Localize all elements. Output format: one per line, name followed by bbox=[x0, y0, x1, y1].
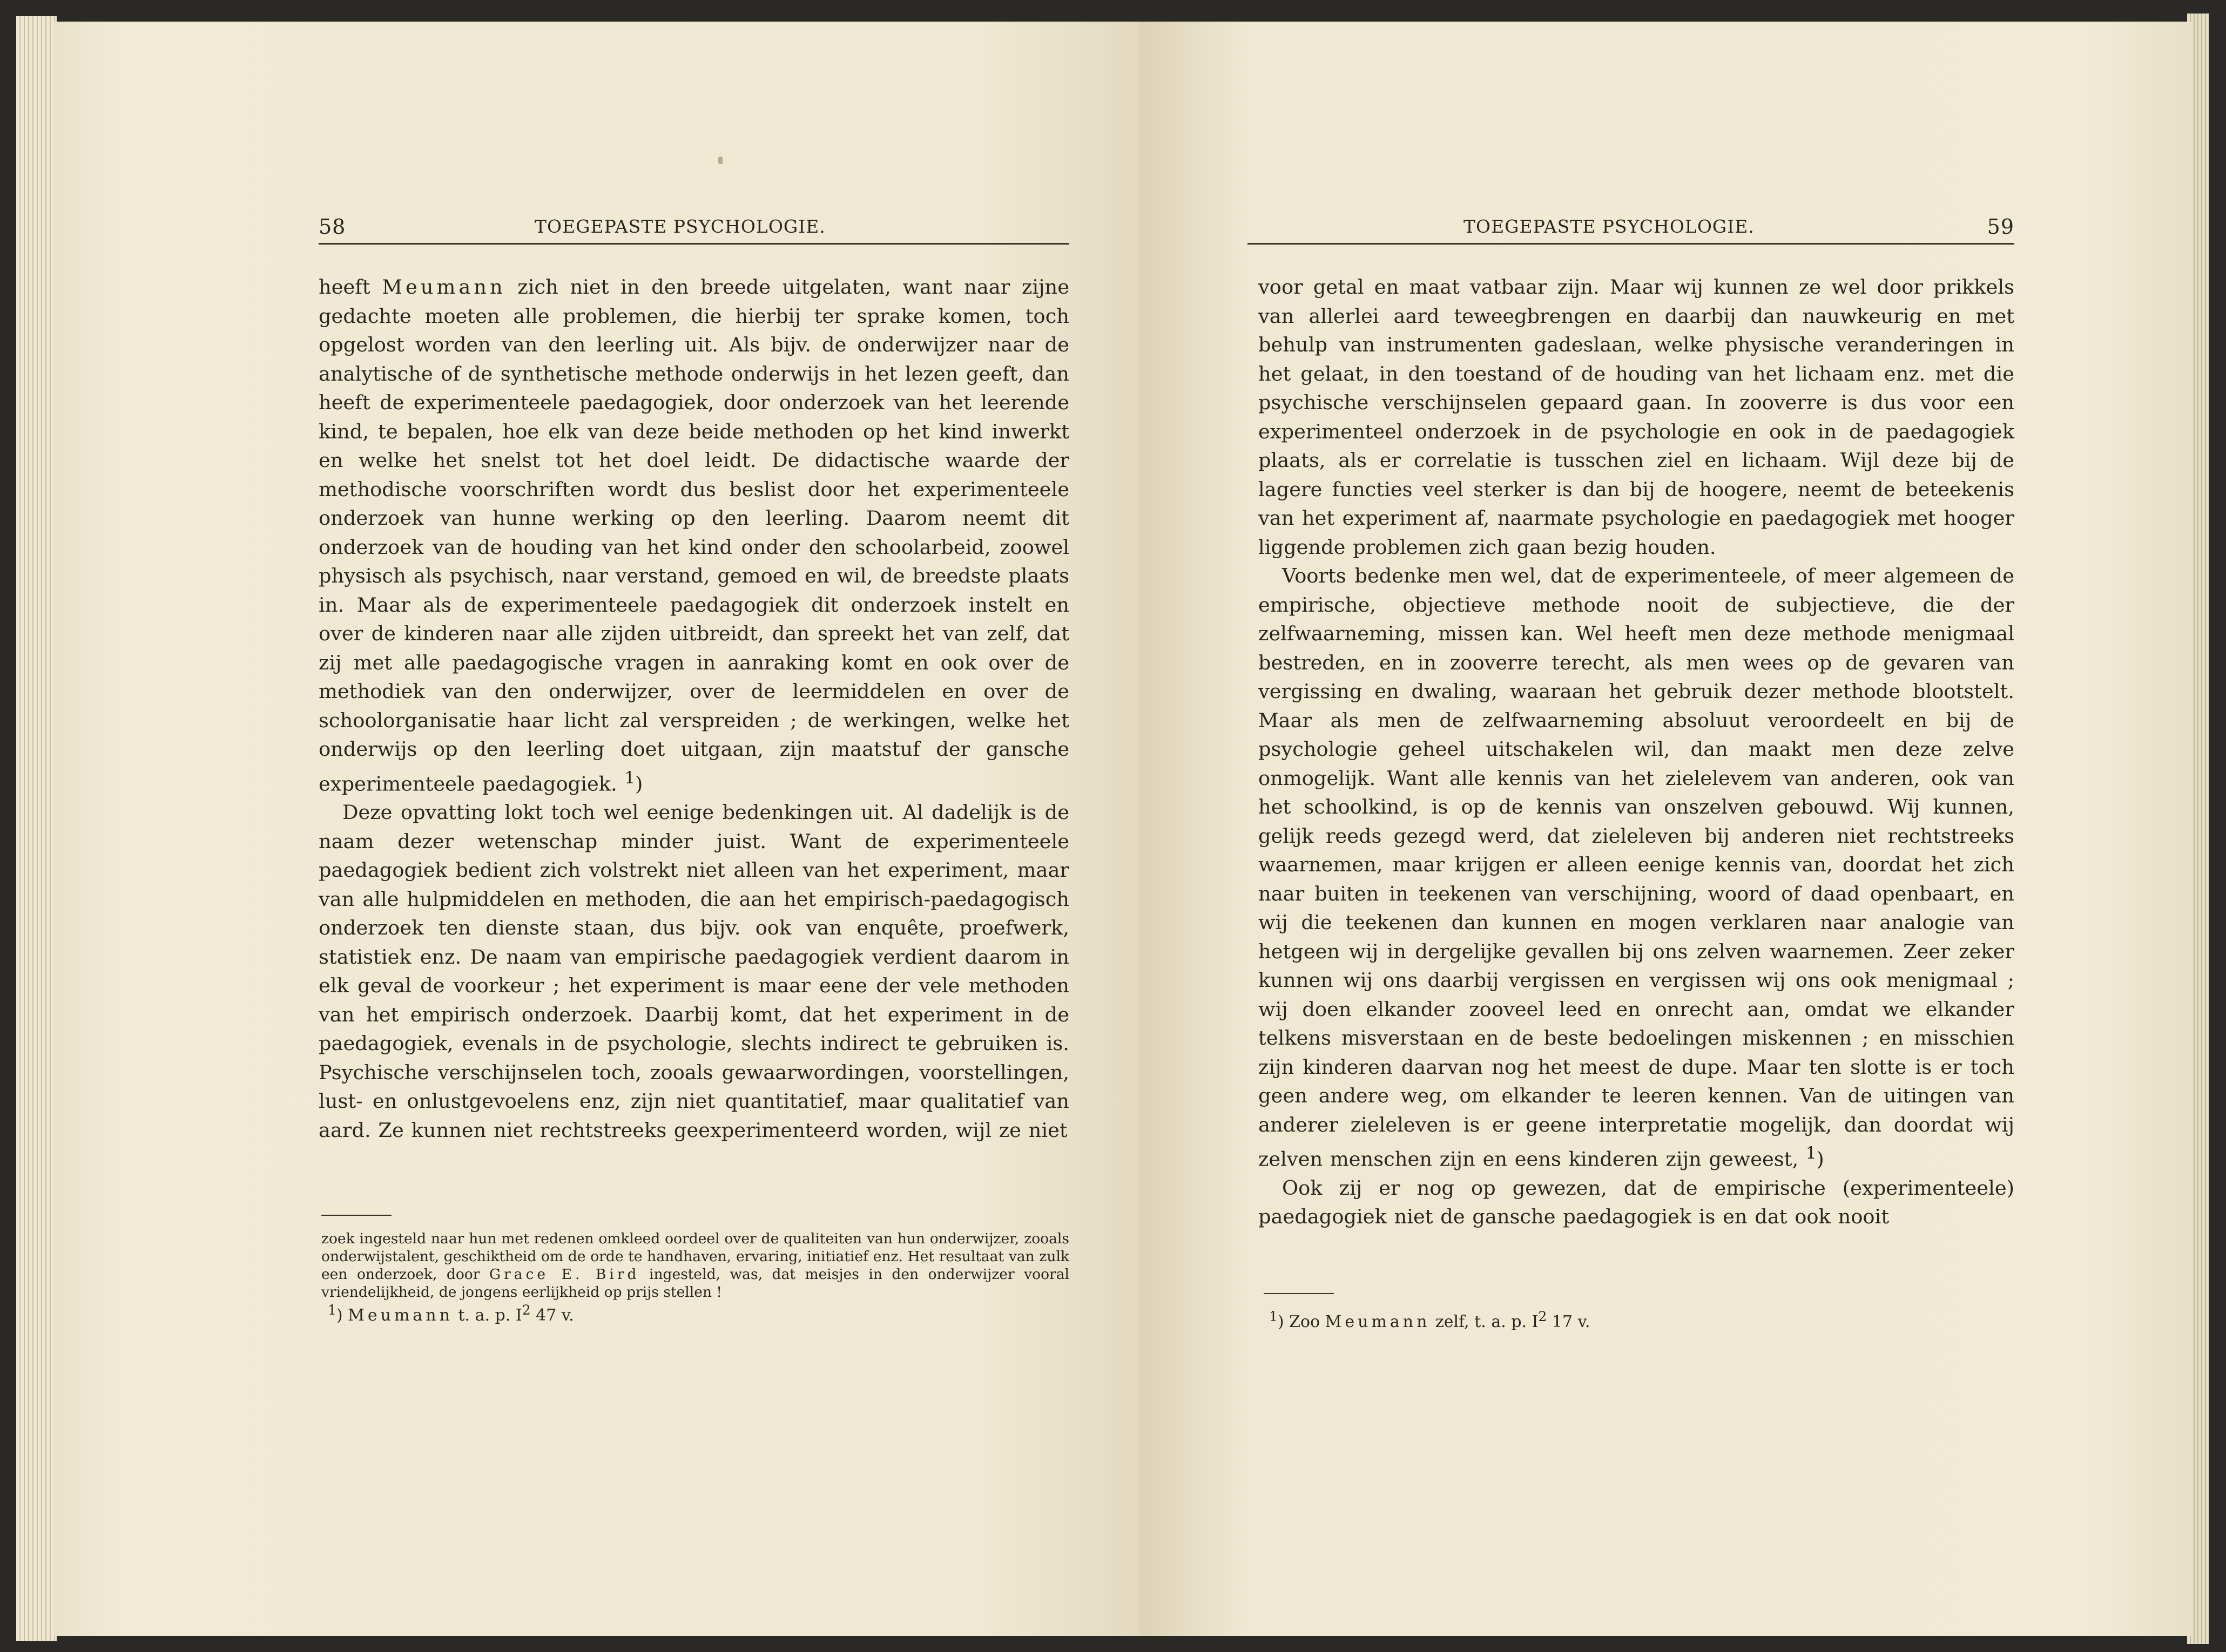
footnote-marker: 1 bbox=[624, 768, 635, 788]
text-run: heeft bbox=[319, 275, 382, 299]
text-run: ) bbox=[1816, 1147, 1824, 1171]
paragraph: Deze opvatting lokt toch wel eenige bedenkingen uit. Al dadelijk is de naam dezer wetenschap minder juist. Want de experimenteele paedagogiek bedient zich volstrekt niet alleen van het experiment, maar van alle hulpmiddelen en methoden, die aan het empirisch-paedagogisch onderzoek ten dienste staan, dus bijv. ook van enquête, proefwerk, statistiek enz. De naam van empirische paedagogiek verdient daarom in elk geval de voorkeur ; het experiment is maar eene der vele methoden van het empirisch onderzoek. Daarbij komt, dat het experiment in de paedagogiek, evenals in de psychologie, slechts indirect te gebruiken is. Psychische verschijnselen toch, zooals gewaarwordingen, voorstellingen, lust- en onlustgevoelens enz, zijn niet quantitatief, maar qualitatief van aard. Ze kunnen niet rechtstreeks geexperimenteerd worden, wijl ze niet bbox=[319, 801, 1069, 1142]
footnotes-left bbox=[321, 1230, 1069, 1324]
page-number-left: 58 bbox=[319, 215, 346, 239]
footnote-1: $^1$) Zoo Meumann zelf, t. a. p. $I^2$ 17 v. bbox=[1269, 1309, 1590, 1331]
text-run: t. a. p. I bbox=[453, 1306, 522, 1325]
paragraph: Ook zij er nog op gewezen, dat de empirische (experimenteele) paedagogiek niet de gansche paedagogiek is en dat ook nooit bbox=[1258, 1176, 2014, 1229]
page-number-right: 59 bbox=[1987, 215, 2014, 239]
right-page bbox=[1139, 22, 2193, 1636]
running-head-left bbox=[319, 211, 1069, 245]
text-run: zoek ingesteld naar hun met redenen omkleed oordeel over de qualiteiten van hun onderwijzer, zooals onderwijstalent, geschiktheid om de orde te handhaven, ervaring, initiatief enz. Het resultaat van zulk een onderzoek, door bbox=[321, 1230, 1069, 1283]
paragraph bbox=[1258, 561, 2014, 1174]
paragraph bbox=[319, 273, 1069, 798]
running-head-title-right: TOEGEPASTE PSYCHOLOGIE. bbox=[1463, 216, 1755, 237]
superscript: 2 bbox=[1538, 1309, 1547, 1324]
author-name: Meumann bbox=[1325, 1312, 1431, 1331]
running-head-title-left: TOEGEPASTE PSYCHOLOGIE. bbox=[535, 216, 826, 237]
paragraph: voor getal en maat vatbaar zijn. Maar wij kunnen ze wel door prikkels van allerlei aard teweegbrengen en daarbij dan nauwkeurig en met behulp van instrumenten gadeslaan, welke physische veranderingen in het gelaat, in den toestand of de houding van het lichaam enz. met die psychische verschijnselen gepaard gaan. In zooverre is dus voor een experimenteel onderzoek in de psychologie en ook in de paedagogiek plaats, als er correlatie is tusschen ziel en lichaam. Wijl deze bij de lagere functies veel sterker is dan bij de hoogere, neemt de beteekenis van het experiment af, naarmate psychologie en paedagogiek met hooger liggende problemen zich gaan bezig houden. bbox=[1258, 275, 2014, 559]
footnote-1: $^1$) Meumann t. a. p. $I^2$ 47 v. bbox=[328, 1302, 574, 1325]
footnote-rule-right bbox=[1264, 1293, 1334, 1294]
left-page bbox=[54, 22, 1150, 1636]
footnote-marker: 1 bbox=[1269, 1309, 1278, 1324]
author-name: Meumann bbox=[348, 1306, 453, 1325]
author-name: Grace E. Bird bbox=[489, 1266, 640, 1283]
author-name: Meumann bbox=[382, 275, 506, 299]
paper-speck bbox=[718, 157, 723, 164]
footnotes-right bbox=[1269, 1308, 2014, 1331]
text-run: zelf, t. a. p. I bbox=[1430, 1312, 1539, 1331]
footnote-marker: 1 bbox=[328, 1302, 336, 1318]
text-run: Voorts bedenke men wel, dat de experimenteele, of meer algemeen de empirische, objectieve methode nooit de subjectieve, die der zelfwaarneming, missen kan. Wel heeft men deze methode menigmaal bestreden, en in zooverre terecht, als men wees op de gevaren van vergissing en dwaling, waaraan het gebruik dezer methode blootstelt. Maar als men de zelfwaarneming absoluut veroordeelt en bij de psychologie geheel uitschakelen wil, dan maakt men deze zelve onmogelijk. Want alle kennis van het zielelevem van anderen, ook van het schoolkind, is op de kennis van onszelven gebouwd. Wij kunnen, gelijk reeds gezegd werd, dat zieleleven bij anderen niet rechtstreeks waarnemen, maar krijgen er alleen eenige kennis van, doordat het zich naar buiten in teekenen van verschijning, woord of daad openbaart, en wij die teekenen dan kunnen en mogen verklaren naar analogie van hetgeen wij in dergelijke gevallen bij ons zelven waarnemen. Zeer zeker kunnen wij ons daarbij vergissen en vergissen wij ons ook menigmaal ; wij doen elkander zooveel leed en onrecht aan, omdat we elkander telkens misverstaan en de beste bedoelingen miskennen ; en misschien zijn kinderen daarvan nog het meest de dupe. Maar ten slotte is er toch geen andere weg, om elkander te leeren kennen. Van de uitingen van anderer zieleleven is er geene interpretatie mogelijk, dan doordat wij zelven menschen zijn en eens kinderen zijn geweest, bbox=[1258, 564, 2014, 1171]
text-run: Zoo bbox=[1289, 1312, 1325, 1331]
text-run: 47 v. bbox=[530, 1306, 574, 1325]
body-text-right bbox=[1258, 273, 2014, 1231]
running-head-right bbox=[1247, 211, 2014, 245]
text-run: zich niet in den breede uitgelaten, want naar zijne gedachte moeten alle problemen, die hierbij ter sprake komen, toch opgelost worden van den leerling uit. Als bijv. de onderwijzer naar de analytische of de synthetische methode onderwijs in het lezen geeft, dan heeft de experimenteele paedagogiek, door onderzoek van het leerende kind, te bepalen, hoe elk van deze beide methoden op het kind inwerkt en welke het snelst tot het doel leidt. De didactische waarde der methodische voorschriften wordt dus beslist door het experimenteele onderzoek van hunne werking op den leerling. Daarom neemt dit onderzoek van de houding van het kind onder den schoolarbeid, zoowel physisch als psychisch, naar verstand, gemoed en wil, de breedste plaats in. Maar als de experimenteele paedagogiek dit onderzoek instelt en over de kinderen naar alle zijden uitbreidt, dan spreekt het van zelf, dat zij met alle paedagogische vragen in aanraking komt en ook over de methodiek van den onderwijzer, over de leermiddelen en over de schoolorganisatie haar licht zal verspreiden ; de werkingen, welke het onderwijs op den leerling doet uitgaan, zijn maatstuf der gansche experimenteele paedagogiek. bbox=[319, 275, 1069, 795]
page-edge-stack-left bbox=[16, 16, 57, 1641]
footnote-marker: 1 bbox=[1805, 1144, 1817, 1163]
text-run: ingesteld, was, dat meisjes in den onderwijzer vooral vriendelijkheid, de jongens eerlijkheid op prijs stellen ! bbox=[321, 1266, 1069, 1301]
body-text-left bbox=[319, 273, 1069, 1145]
text-run: ) bbox=[635, 771, 643, 795]
text-run: 17 v. bbox=[1547, 1312, 1590, 1331]
superscript: 2 bbox=[522, 1302, 531, 1318]
footnote-continued bbox=[321, 1230, 1069, 1301]
footnote-rule-left bbox=[321, 1215, 392, 1216]
